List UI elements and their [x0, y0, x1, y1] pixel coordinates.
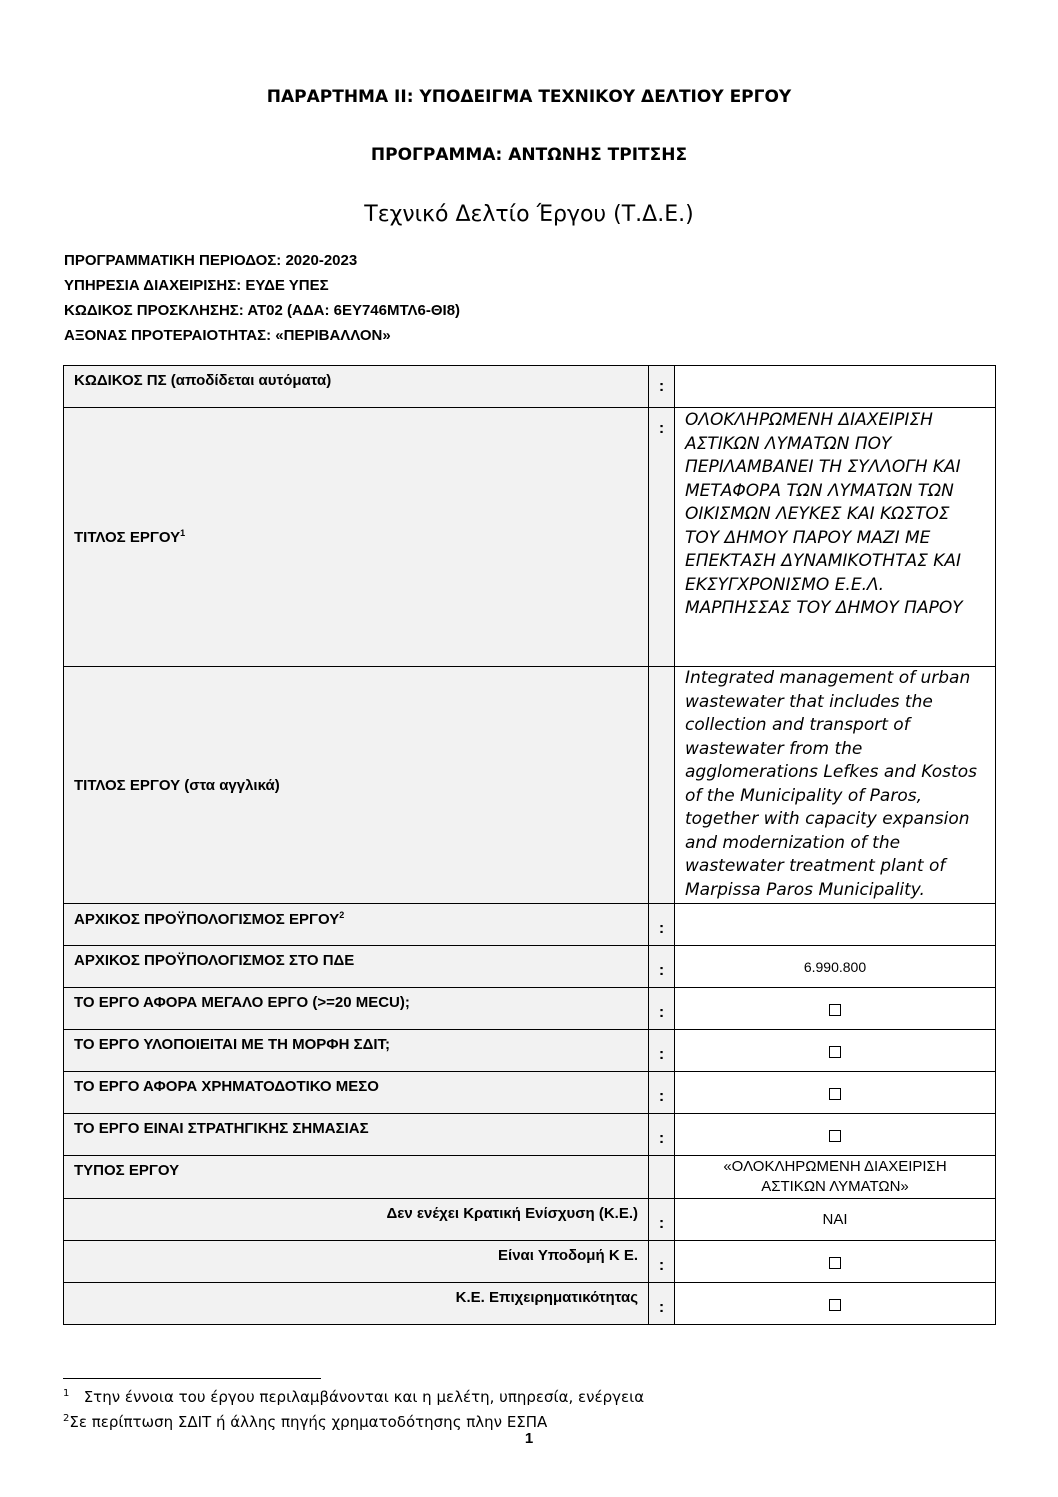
initial-budget-label-text: ΑΡΧΙΚΟΣ ΠΡΟΫΠΟΛΟΓΙΣΜΟΣ ΕΡΓΟΥ: [74, 911, 340, 928]
initial-budget-pde-label: ΑΡΧΙΚΟΣ ΠΡΟΫΠΟΛΟΓΙΣΜΟΣ ΣΤΟ ΠΔΕ: [64, 946, 649, 988]
form-row-project-title-en: [64, 667, 996, 904]
colon-cell-empty: [649, 1156, 675, 1199]
financial-instrument-checkbox[interactable]: [829, 1088, 841, 1100]
financial-instrument-cell: [675, 1072, 996, 1114]
annex-title: ΠΑΡΑΡΤΗΜΑ ΙΙ: ΥΠΟΔΕΙΓΜΑ ΤΕΧΝΙΚΟΥ ΔΕΛΤΙΟΥ ΕΡΓΟΥ: [266, 87, 792, 107]
footnote-separator: [63, 1378, 321, 1379]
footnote-2-ref: 2: [63, 1413, 70, 1424]
colon-separator: :: [649, 1283, 675, 1325]
business-sa-cell: [675, 1283, 996, 1325]
footnotes: [63, 1383, 644, 1433]
project-title-label-text: ΤΙΤΛΟΣ ΕΡΓΟΥ: [74, 529, 181, 546]
priority-axis: ΑΞΟΝΑΣ ΠΡΟΤΕΡΑΙΟΤΗΤΑΣ: «ΠΕΡΙΒΑΛΛΟΝ»: [64, 327, 391, 344]
project-type-label: ΤΥΠΟΣ ΕΡΓΟΥ: [64, 1156, 649, 1199]
colon-separator: :: [649, 366, 675, 408]
colon-cell-empty: [649, 667, 675, 904]
programme-title: ΠΡΟΓΡΑΜΜΑ: ΑΝΤΩΝΗΣ ΤΡΙΤΣΗΣ: [370, 145, 688, 165]
ppp-checkbox[interactable]: [829, 1046, 841, 1058]
ppp-cell: [675, 1030, 996, 1072]
project-title-value[interactable]: ΟΛΟΚΛΗΡΩΜΕΝΗ ΔΙΑΧΕΙΡΙΣΗ ΑΣΤΙΚΩΝ ΛΥΜΑΤΩΝ ΠΟΥ ΠΕΡΙΛΑΜΒΑΝΕΙ ΤΗ ΣΥΛΛΟΓΗ ΚΑΙ ΜΕΤΑΦΟΡΑ ΤΩΝ ΛΥΜΑΤΩΝ ΤΩΝ ΟΙΚΙΣΜΩΝ ΛΕΥΚΕΣ ΚΑΙ ΚΩΣΤΟΣ ΤΟΥ ΔΗΜΟΥ ΠΑΡΟΥ ΜΑΖΙ ΜΕ ΕΠΕΚΤΑΣΗ ΔΥΝΑΜΙΚΟΤΗΤΑΣ ΚΑΙ ΕΚΣΥΓΧΡΟΝΙΣΜΟ Ε.Ε.Λ. ΜΑΡΠΗΣΣΑΣ ΤΟΥ ΔΗΜΟΥ ΠΑΡΟΥ: [675, 408, 996, 667]
colon-separator: :: [649, 1241, 675, 1283]
strategic-cell: [675, 1114, 996, 1156]
initial-budget-field[interactable]: [675, 904, 996, 946]
footnote-ref-2: 2: [339, 910, 345, 920]
infrastructure-sa-checkbox[interactable]: [829, 1257, 841, 1269]
colon-separator: :: [649, 988, 675, 1030]
colon-separator: :: [649, 1114, 675, 1156]
form-row-strategic: [64, 1114, 996, 1156]
project-title-en-value[interactable]: Integrated management of urban wastewater that includes the collection and transport of wastewater from the agglomerations Lefkes and Kostos of the Municipality of Paros, together with capacity expansion and modernization of the wastewater treatment plant of Marpissa Paros Municipality.: [675, 667, 996, 904]
infrastructure-sa-label: Είναι Υποδομή Κ Ε.: [64, 1241, 649, 1283]
strategic-label: ΤΟ ΕΡΓΟ ΕΙΝΑΙ ΣΤΡΑΤΗΓΙΚΗΣ ΣΗΜΑΣΙΑΣ: [64, 1114, 649, 1156]
colon-separator: :: [649, 408, 675, 667]
initial-budget-pde-value[interactable]: 6.990.800: [675, 946, 996, 988]
major-project-checkbox[interactable]: [829, 1004, 841, 1016]
initial-budget-label: [64, 904, 649, 946]
colon-separator: :: [649, 1072, 675, 1114]
colon-separator: :: [649, 904, 675, 946]
page-number: 1: [524, 1430, 534, 1447]
financial-instrument-label: ΤΟ ΕΡΓΟ ΑΦΟΡΑ ΧΡΗΜΑΤΟΔΟΤΙΚΟ ΜΕΣΟ: [64, 1072, 649, 1114]
form-row-project-title: [64, 408, 996, 667]
metadata-block: [64, 248, 460, 348]
project-type-value[interactable]: «ΟΛΟΚΛΗΡΩΜΕΝΗ ΔΙΑΧΕΙΡΙΣΗ ΑΣΤΙΚΩΝ ΛΥΜΑΤΩΝ»: [675, 1156, 996, 1199]
form-row-ppp: [64, 1030, 996, 1072]
infrastructure-sa-cell: [675, 1241, 996, 1283]
major-project-cell: [675, 988, 996, 1030]
project-form-table: [63, 365, 996, 1325]
managing-authority: ΥΠΗΡΕΣΙΑ ΔΙΑΧΕΙΡΙΣΗΣ: ΕΥΔΕ ΥΠΕΣ: [64, 277, 329, 294]
ps-code-label: ΚΩΔΙΚΟΣ ΠΣ (αποδίδεται αυτόματα): [64, 366, 649, 408]
call-code: ΚΩΔΙΚΟΣ ΠΡΟΣΚΛΗΣΗΣ: ΑΤ02 (ΑΔΑ: 6ΕΥ746ΜΤΛ6-ΘΙ8): [64, 302, 461, 319]
colon-separator: :: [649, 1030, 675, 1072]
ppp-label: ΤΟ ΕΡΓΟ ΥΛΟΠΟΙΕΙΤΑΙ ΜΕ ΤΗ ΜΟΡΦΗ ΣΔΙΤ;: [64, 1030, 649, 1072]
project-title-label: [64, 408, 649, 667]
document-title: Τεχνικό Δελτίο Έργου (Τ.Δ.Ε.): [364, 202, 694, 227]
colon-separator: :: [649, 1199, 675, 1241]
business-sa-checkbox[interactable]: [829, 1299, 841, 1311]
no-state-aid-value[interactable]: ΝΑΙ: [675, 1199, 996, 1241]
project-title-en-label: ΤΙΤΛΟΣ ΕΡΓΟΥ (στα αγγλικά): [64, 667, 649, 904]
no-state-aid-label: Δεν ενέχει Κρατική Ενίσχυση (Κ.Ε.): [64, 1199, 649, 1241]
footnote-1-text: Στην έννοια του έργου περιλαμβάνονται και η μελέτη, υπηρεσία, ενέργεια: [83, 1388, 645, 1406]
ps-code-field[interactable]: [675, 366, 996, 408]
form-row-ps-code: [64, 366, 996, 408]
form-row-business-sa: [64, 1283, 996, 1325]
footnote-2-text: Σε περίπτωση ΣΔΙΤ ή άλλης πηγής χρηματοδότησης πλην ΕΣΠΑ: [69, 1413, 548, 1431]
business-sa-label: Κ.Ε. Επιχειρηματικότητας: [64, 1283, 649, 1325]
form-row-financial-instrument: [64, 1072, 996, 1114]
form-row-initial-budget: [64, 904, 996, 946]
form-row-project-type: [64, 1156, 996, 1199]
form-row-major-project: [64, 988, 996, 1030]
programming-period: ΠΡΟΓΡΑΜΜΑΤΙΚΗ ΠΕΡΙΟΔΟΣ: 2020-2023: [64, 252, 358, 269]
footnote-1-ref: 1: [63, 1388, 70, 1399]
major-project-label: ΤΟ ΕΡΓΟ ΑΦΟΡΑ ΜΕΓΑΛΟ ΕΡΓΟ (>=20 MECU);: [64, 988, 649, 1030]
form-row-no-state-aid: [64, 1199, 996, 1241]
colon-separator: :: [649, 946, 675, 988]
strategic-checkbox[interactable]: [829, 1130, 841, 1142]
form-row-initial-budget-pde: [64, 946, 996, 988]
form-row-infrastructure-sa: [64, 1241, 996, 1283]
footnote-ref-1: 1: [180, 528, 186, 538]
footnote-1: [63, 1383, 644, 1408]
